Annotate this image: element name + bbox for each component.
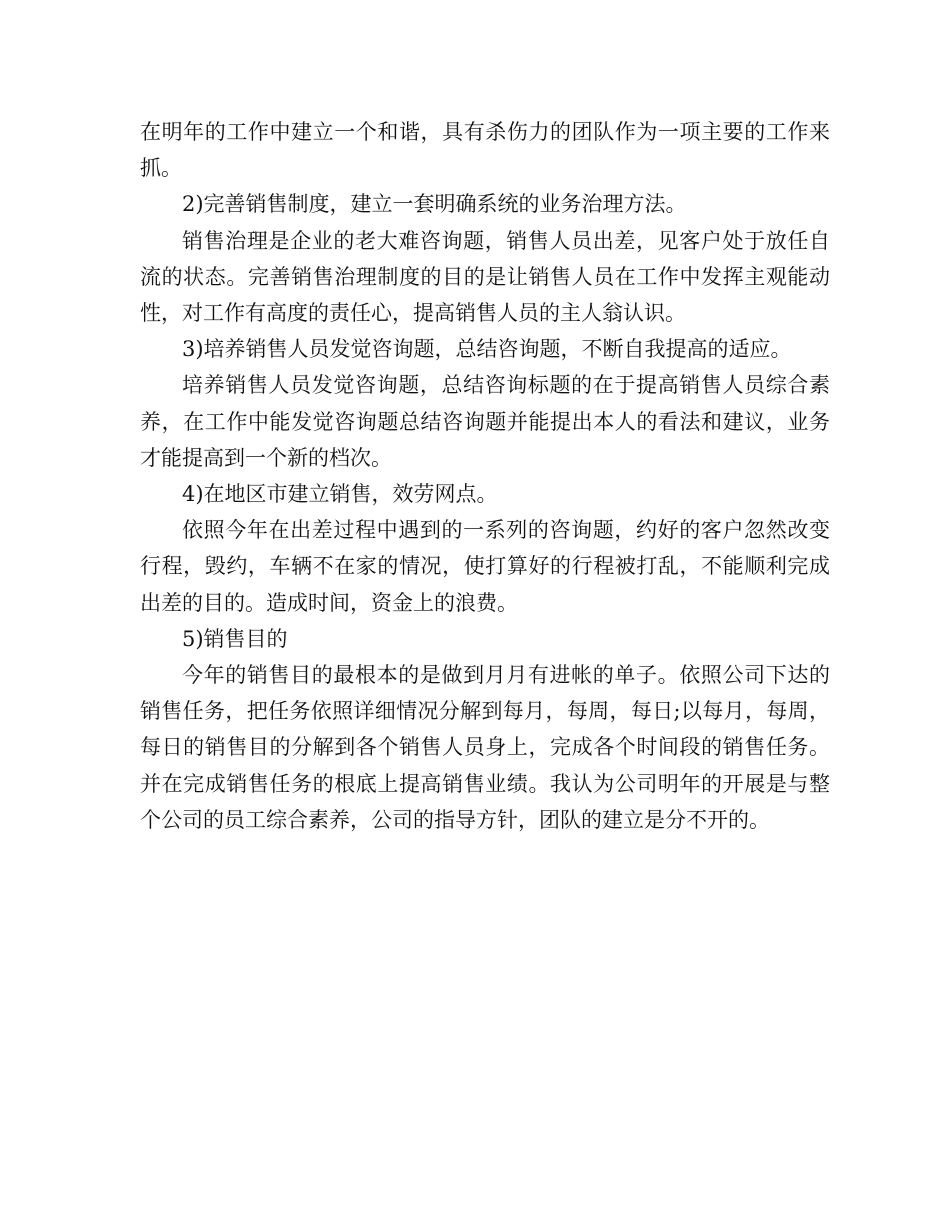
paragraph-service-outlets: 依照今年在出差过程中遇到的一系列的咨询题，约好的客户忽然改变行程，毁约，车辆不在家的情况，使打算好的行程被打乱，不能顺利完成出差的目的。造成时间，资金上的浪费。 (140, 518, 830, 615)
paragraph-sales-target: 今年的销售目的最根本的是做到月月有进帐的单子。依照公司下达的销售任务，把任务依照详细情况分解到每月，每周，每日;以每月，每周，每日的销售目的分解到各个销售人员身上，完成各个时间段的销售任务。并在完成销售任务的根底上提高销售业绩。我认为公司明年的开展是与整个公司的员工综合素养，公司的指导方针，团队的建立是分不开的。 (140, 663, 830, 832)
paragraph-team-building: 在明年的工作中建立一个和谐，具有杀伤力的团队作为一项主要的工作来抓。 (140, 120, 830, 181)
heading-sales-target: 5)销售目的 (182, 626, 288, 651)
paragraph-sales-management: 销售治理是企业的老大难咨询题，销售人员出差，见客户处于放任自流的状态。完善销售治理制度的目的是让销售人员在工作中发挥主观能动性，对工作有高度的责任心，提高销售人员的主人翁认识。 (140, 228, 830, 326)
document-body (140, 114, 830, 838)
heading-sales-system: 2)完善销售制度，建立一套明确系统的业务治理方法。 (182, 192, 687, 217)
heading-staff-training: 3)培养销售人员发觉咨询题，总结咨询题，不断自我提高的适应。 (182, 337, 792, 362)
paragraph-staff-training: 培养销售人员发觉咨询题，总结咨询标题的在于提高销售人员综合素养，在工作中能发觉咨询题总结咨询题并能提出本人的看法和建议，业务才能提高到一个新的档次。 (140, 373, 830, 470)
heading-service-outlets: 4)在地区市建立销售，效劳网点。 (182, 482, 498, 507)
